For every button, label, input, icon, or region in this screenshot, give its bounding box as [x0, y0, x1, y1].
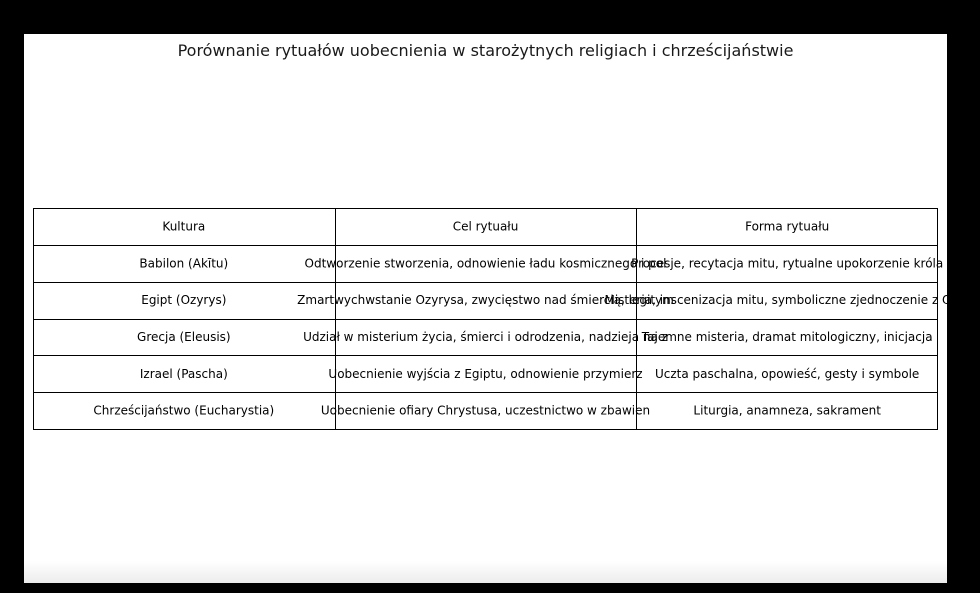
table-cell: Chrześcijaństwo (Eucharystia) — [93, 403, 275, 418]
table-cell: Udział w misterium życia, śmierci i odrodzenia, nadzieja na z — [303, 329, 668, 344]
table-cell: Zmartwychwstanie Ozyrysa, zwycięstwo nad śmiercią, legitym — [297, 293, 674, 308]
table-cell: Odtworzenie stworzenia, odnowienie ładu kosmicznego i pol — [304, 256, 667, 271]
chart-title: Porównanie rytuałów uobecnienia w starożytnych religiach i chrześcijaństwie — [177, 41, 794, 60]
table-cell: Liturgia, anamneza, sakrament — [693, 403, 881, 418]
header-cell: Cel rytuału — [452, 219, 519, 234]
header-cell: Kultura — [162, 219, 206, 234]
table-cell: Uobecnienie wyjścia z Egiptu, odnowienie przymierz — [328, 366, 643, 381]
comparison-table — [33, 208, 970, 429]
figure-canvas — [24, 34, 970, 583]
table-cell: Procesje, recytacja mitu, rytualne upokorzenie króla — [631, 256, 944, 271]
table-cell: Misteria, inscenizacja mitu, symboliczne zjednoczenie z Ozyr — [604, 293, 970, 308]
header-cell: Forma rytuału — [745, 219, 830, 234]
table-cell: Egipt (Ozyrys) — [141, 293, 227, 308]
table-cell: Uobecnienie ofiary Chrystusa, uczestnictwo w zbawien — [320, 403, 651, 418]
bottom-fade — [24, 561, 947, 583]
table-cell: Grecja (Eleusis) — [137, 329, 231, 344]
table-cell: Uczta paschalna, opowieść, gesty i symbole — [655, 366, 920, 381]
table-cell: Izrael (Pascha) — [139, 366, 228, 381]
table-cell: Tajemne misteria, dramat mitologiczny, inicjacja — [641, 329, 933, 344]
table-cell: Babilon (Akītu) — [139, 256, 229, 271]
